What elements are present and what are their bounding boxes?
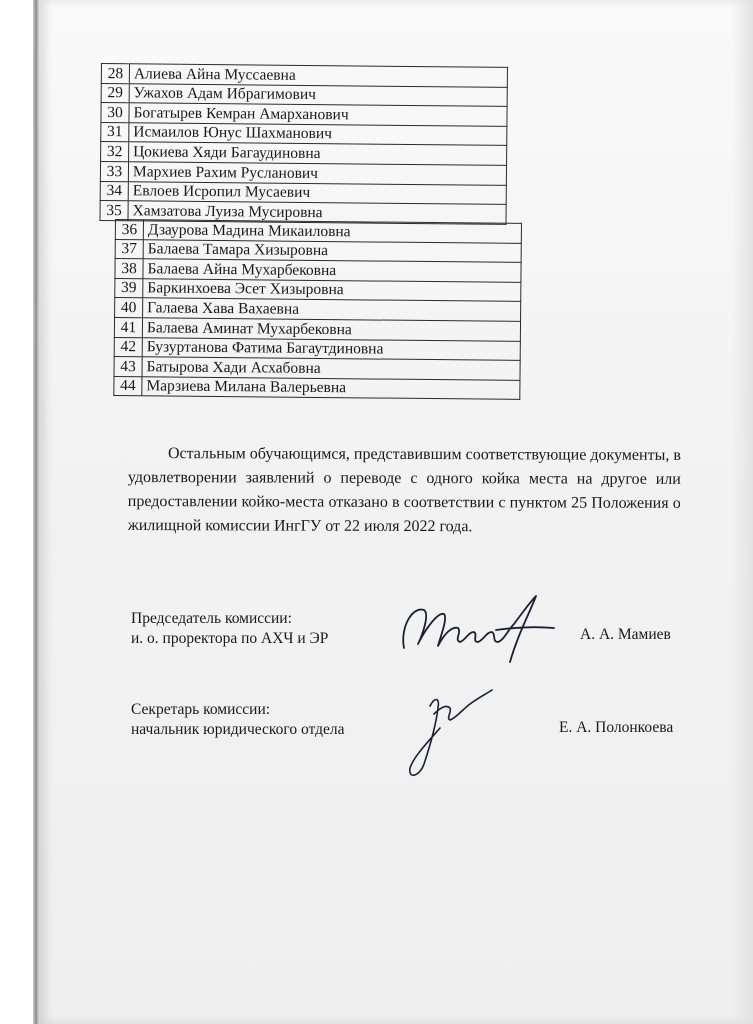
roster-table-top <box>99 63 507 225</box>
refusal-paragraph: Остальным обучающимся, представившим соответствующие документы, в удовлетворении заявлений о переводе с одного койка места на другое или предоставлении койко-места отказано в соответствии с пунктом 25 Положения о жилищной комиссии ИнгГУ от 22 июля 2022 года. <box>127 445 681 536</box>
row-number: 33 <box>100 161 128 181</box>
row-number: 31 <box>101 122 129 142</box>
student-name: Балаева Тамара Хизыровна <box>143 239 521 262</box>
chairman-title: Председатель комиссии: <box>131 610 292 627</box>
row-number: 36 <box>115 220 143 240</box>
student-name: Мархиев Рахим Русланович <box>128 162 506 185</box>
row-number: 44 <box>114 376 142 396</box>
row-number: 39 <box>115 278 143 298</box>
student-name: Богатырев Кемран Амарханович <box>129 103 507 126</box>
chairman-name: А. А. Мамиев <box>580 626 671 643</box>
student-name: Дзаурова Мадина Микаиловна <box>143 220 521 243</box>
row-number: 32 <box>101 142 129 162</box>
table-row <box>114 376 520 399</box>
row-number: 29 <box>101 83 129 103</box>
secretary-name: Е. А. Полонкоева <box>559 719 674 736</box>
student-name: Хамзатова Луиза Мусировна <box>128 201 506 224</box>
student-name: Цокиева Хяди Багаудиновна <box>129 142 507 165</box>
student-name: Галаева Хава Вахаевна <box>143 298 521 321</box>
row-number: 37 <box>115 239 143 259</box>
secretary-title: Секретарь комиссии: <box>131 701 271 718</box>
secretary-role: начальник юридического отдела <box>131 721 345 738</box>
row-number: 30 <box>101 103 129 123</box>
roster-table-bottom <box>113 219 522 400</box>
student-name: Баркинхоева Эсет Хизыровна <box>143 279 521 302</box>
row-number: 40 <box>115 298 143 318</box>
student-name: Исмаилов Юнус Шахманович <box>129 123 507 146</box>
student-name: Евлоев Исропил Мусаевич <box>128 181 506 204</box>
row-number: 28 <box>101 64 129 84</box>
student-name: Алиева Айна Муссаевна <box>129 64 507 87</box>
chairman-role: и. о. проректора по АХЧ и ЭР <box>131 630 329 647</box>
row-number: 35 <box>100 201 128 221</box>
row-number: 42 <box>114 337 142 357</box>
student-name: Батырова Хади Асхабовна <box>142 357 520 380</box>
chairman-signature <box>392 588 562 668</box>
student-name: Бузуртанова Фатима Багаутдиновна <box>142 337 520 360</box>
student-name: Балаева Аминат Мухарбековна <box>142 318 520 341</box>
row-number: 41 <box>114 317 142 337</box>
row-number: 38 <box>115 259 143 279</box>
secretary-signature <box>400 684 510 784</box>
row-number: 34 <box>100 181 128 201</box>
student-name: Балаева Айна Мухарбековна <box>143 259 521 282</box>
student-name: Ужахов Адам Ибрагимович <box>129 83 507 106</box>
student-name: Марзиева Милана Валерьевна <box>142 377 520 400</box>
row-number: 43 <box>114 357 142 377</box>
